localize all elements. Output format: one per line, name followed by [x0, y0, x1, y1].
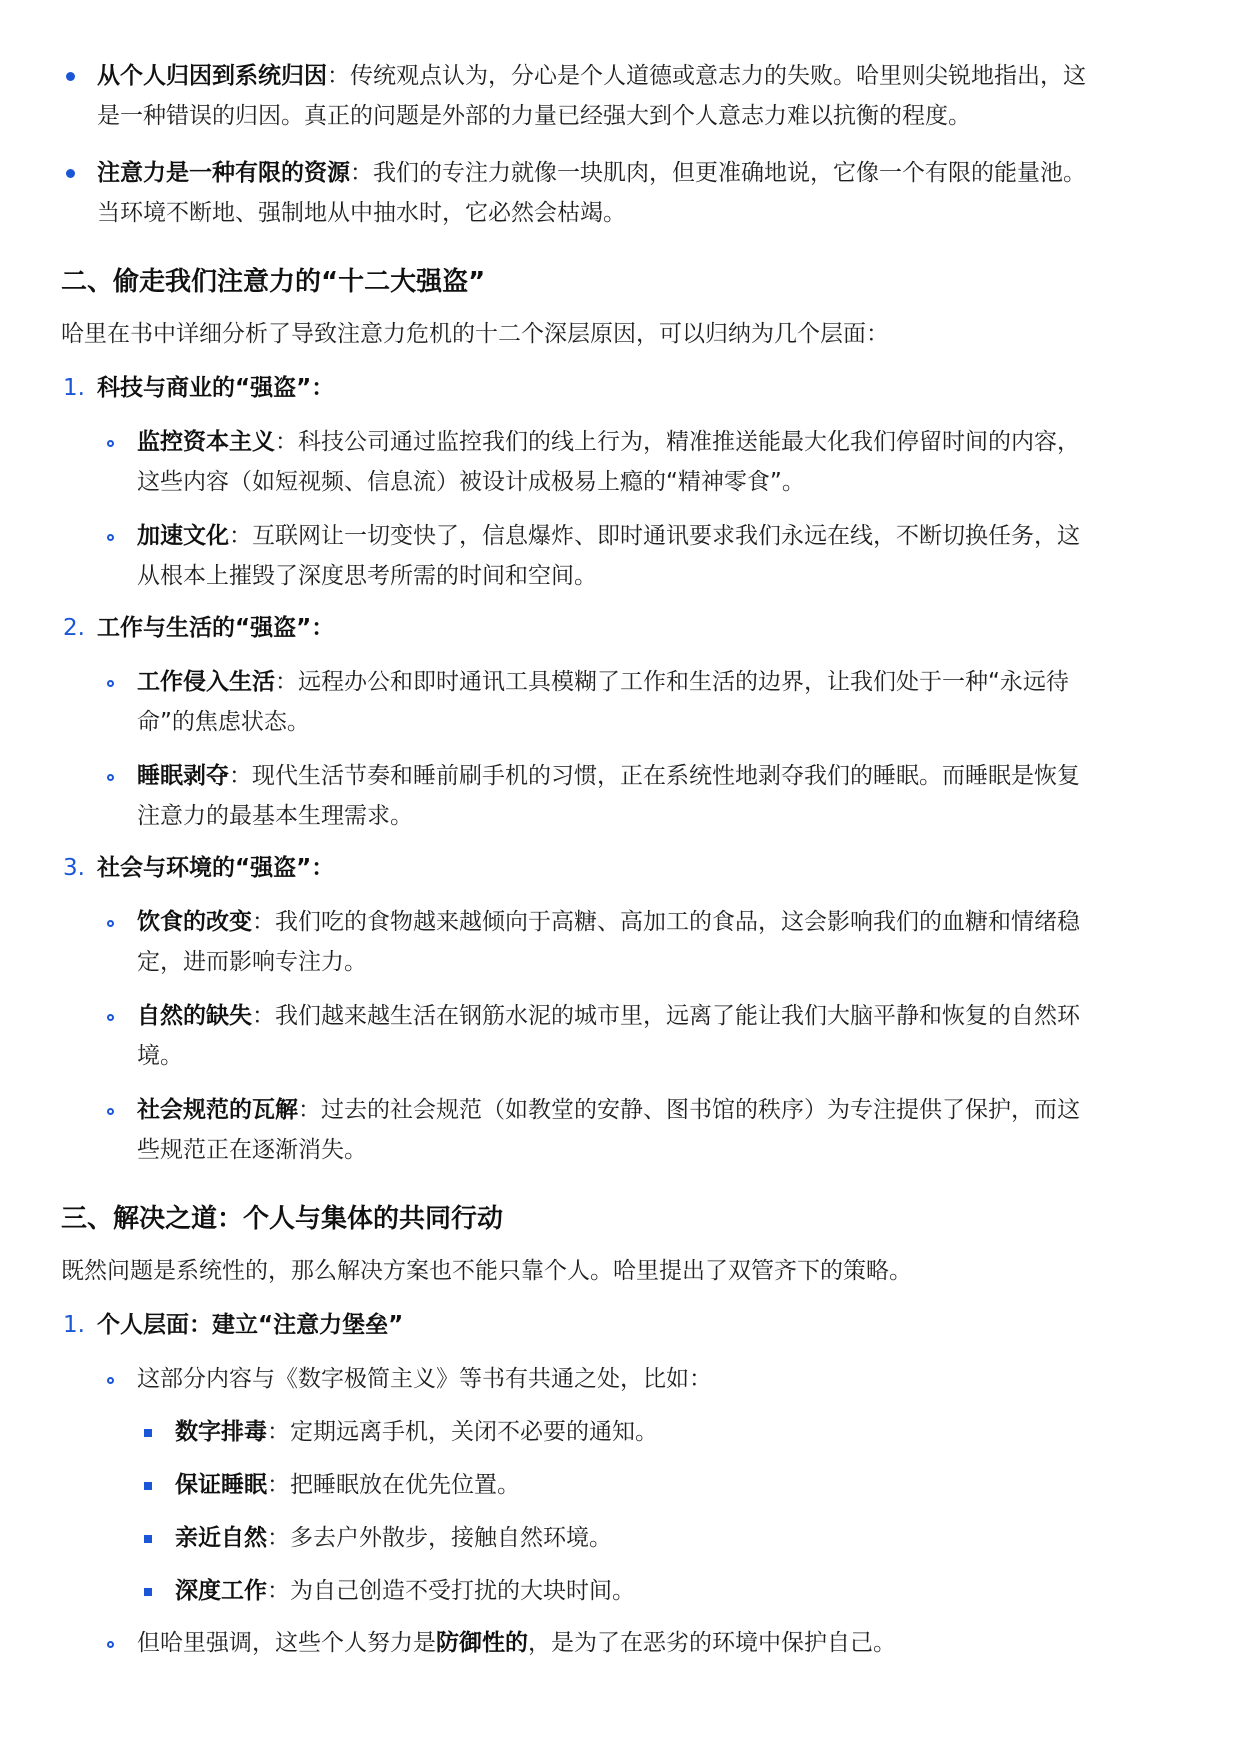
square-bullet [144, 1535, 152, 1543]
square-bullet [144, 1429, 152, 1437]
square-bullet [144, 1482, 152, 1490]
bullet-dot [66, 169, 75, 178]
sub-bullet-circle [107, 1014, 114, 1021]
document-page: 从个人归因到系统归因：传统观点认为，分心是个人道德或意志力的失败。哈里则尖锐地指出，这 是一种错误的归因。真正的问题是外部的力量已经强大到个人意志力难以抗衡的程度。 注意力是一种有限的资源：我们的专注力就像一块肌肉，但更准确地说，它像一个有限的能量池。 当环境不断地、强制地从中抽水时，它必然会枯竭。 二、偷走我们注意力的“十二大强盗” 哈里在书中详细分析了导致注意力危机的十二个深层原因，可以归纳为几个层面： 1. 科技与商业的“强盗”： 监控资本主义：科技公司通过监控我们的线上行为，精准推送能最大化我们停留时间的内容， 这些内容（如短视频、信息流）被设计成极易上瘾的“精神零食”。 加速文化：互联网让一切变快了，信息爆炸、即时通讯要求我们永远在线，不断切换任务，这 从根本上摧毁了深度思考所需的时间和空间。 2. 工作与生活的“强盗”： 工作侵入生活：远程办公和即时通讯工具模糊了工作和生活的边界，让我们处于一种“永远待 命”的焦虑状态。 睡眠剥夺：现代生活节奏和睡前刷手机的习惯，正在系统性地剥夺我们的睡眠。而睡眠是恢复 注意力的最基本生理需求。 3. 社会与环境的“强盗”： 饮食的改变：我们吃的食物越来越倾向于高糖、高加工的食品，这会影响我们的血糖和情绪稳 定，进而影响专注力。 自然的缺失：我们越来越生活在钢筋水泥的城市里，远离了能让我们大脑平静和恢复的自然环 境。 社会规范的瓦解：过去的社会规范（如教堂的安静、图书馆的秩序）为专注提供了保护，而这 些规范正在逐渐消失。 三、解决之道：个人与集体的共同行动 既然问题是系统性的，那么解决方案也不能只靠个人。哈里提出了双管齐下的策略。 1. 个人层面：建立“注意力堡垒” 这部分内容与《数字极简主义》等书有共通之处，比如： 数字排毒：定期远离手机，关闭不必要的通知。 保证睡眠：把睡眠放在优先位置。 亲近自然：多去户外散步，接触自然环境。 深度工作：为自己创造不受打扰的大块时间。 但哈里强调，这些个人努力是防御性的，是为了在恶劣的环境中保护自己。 [61, 63, 1086, 1656]
list-number: 2. [63, 615, 85, 641]
bullet-text: 我们的专注力就像一块肌肉，但更准确地说，它像一个有限的能量池。 [373, 160, 1086, 186]
sub-bullet-circle [107, 1108, 114, 1115]
sub-bullet-circle [107, 1377, 114, 1384]
sub-bullet-circle [107, 680, 114, 687]
list-number: 1. [63, 1312, 85, 1338]
list-number: 3. [63, 855, 85, 881]
list-number: 1. [63, 375, 85, 401]
bullet-term: 注意力是一种有限的资源 [97, 160, 350, 186]
square-bullet [144, 1588, 152, 1596]
sub-bullet-circle [107, 920, 114, 927]
sub-bullet-circle [107, 774, 114, 781]
bullet-dot [66, 72, 75, 81]
sub-bullet-circle [107, 1641, 114, 1648]
sub-bullet-circle [107, 440, 114, 447]
bullet-term: 从个人归因到系统归因 [97, 63, 327, 89]
bullet-text: 传统观点认为，分心是个人道德或意志力的失败。哈里则尖锐地指出，这 [350, 63, 1086, 89]
sub-bullet-circle [107, 534, 114, 541]
